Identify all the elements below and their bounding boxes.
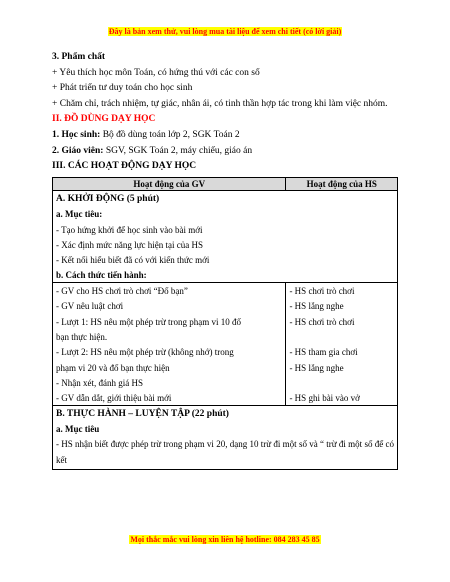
col-header-gv: Hoạt động của GV: [53, 177, 286, 190]
hs-activities-cell: [286, 282, 398, 405]
teacher-label: 2. Giáo viên:: [52, 145, 104, 156]
hs-line: [289, 376, 394, 391]
table-header-row: [53, 177, 398, 190]
section-3-title: 3. Phẩm chất: [52, 52, 106, 62]
section-b-cell: [53, 405, 398, 470]
section-ii-title: II. ĐỒ DÙNG DẠY HỌC: [52, 114, 156, 125]
section-a-goal-label: a. Mục tiêu:: [56, 209, 103, 220]
table-row: [53, 282, 398, 405]
gv-activities-cell: [53, 282, 286, 405]
section-b-title: B. THỰC HÀNH – LUYỆN TẬP (22 phút): [56, 408, 229, 419]
section-a-cell: [53, 190, 398, 282]
hs-line: - HS ghi bài vào vở: [289, 392, 360, 403]
section-a-goal-1: - Tạo hứng khởi để học sinh vào bài mới: [56, 224, 203, 235]
section-3-item-3: + Chăm chỉ, trách nhiệm, tự giác, nhân ái, có tinh thần hợp tác trong khi làm việc nhóm.: [52, 98, 388, 109]
student-text: Bộ đồ dùng toán lớp 2, SGK Toán 2: [100, 129, 240, 140]
hotline-banner-text: Mọi thắc mắc vui lòng xin liên hệ hotline: 084 283 45 85: [130, 535, 320, 544]
gv-line: bạn thực hiện.: [56, 332, 108, 342]
teacher-materials: [52, 144, 400, 160]
section-a-goal-3: - Kết nối hiểu biết đã có với kiến thức mới: [56, 255, 210, 266]
gv-line: - Lượt 1: HS nêu một phép trừ trong phạm vi 10 đố: [56, 316, 241, 327]
gv-line: - GV dẫn dắt, giới thiệu bài mới: [56, 392, 172, 403]
table-row: [53, 190, 398, 282]
hs-line: [289, 330, 394, 345]
section-b-goal-label: a. Mục tiêu: [56, 424, 100, 435]
gv-line: - GV cho HS chơi trò chơi “Đố bạn”: [56, 285, 188, 296]
hs-line: - HS lắng nghe: [289, 362, 344, 373]
teacher-text: SGV, SGK Toán 2, máy chiếu, giáo án: [103, 145, 253, 156]
hs-line: - HS tham gia chơi: [289, 347, 358, 358]
section-iii-title: III. CÁC HOẠT ĐỘNG DẠY HỌC: [52, 161, 197, 172]
section-a-goal-2: - Xác định mức năng lực hiện tại của HS: [56, 239, 203, 250]
student-label: 1. Học sinh:: [52, 129, 101, 140]
section-a-title: A. KHỞI ĐỘNG (5 phút): [56, 193, 160, 204]
hotline-banner: [0, 535, 450, 544]
gv-line: - GV nêu luật chơi: [56, 301, 124, 312]
section-a-method-label: b. Cách thức tiến hành:: [56, 269, 147, 280]
section-3-item-1: + Yêu thích học môn Toán, có hứng thú với các con số: [52, 67, 260, 78]
col-header-hs: Hoạt động của HS: [286, 177, 398, 190]
gv-line: phạm vi 20 và đố bạn thực hiện: [56, 362, 170, 373]
section-3-item-2: + Phát triển tư duy toán cho học sinh: [52, 83, 193, 94]
student-materials: [52, 128, 400, 144]
gv-line: - Nhận xét, đánh giá HS: [56, 378, 143, 389]
hs-line: - HS lắng nghe: [289, 301, 344, 312]
hs-line: - HS chơi trò chơi: [289, 316, 355, 327]
activities-table: [52, 177, 398, 471]
hs-line: - HS chơi trò chơi: [289, 285, 355, 296]
table-row: [53, 405, 398, 470]
preview-banner: [0, 27, 450, 36]
lesson-content: [52, 50, 400, 470]
section-b-goal-text: - HS nhận biết được phép trừ trong phạm vi 20, dạng 10 trừ đi một số và “ trừ đi một số để có kết: [56, 439, 394, 465]
preview-banner-text: Đây là bản xem thử, vui lòng mua tài liệu để xem chi tiết (có lời giải): [108, 27, 342, 36]
gv-line: - Lượt 2: HS nêu một phép trừ (không nhớ) trong: [56, 347, 234, 358]
